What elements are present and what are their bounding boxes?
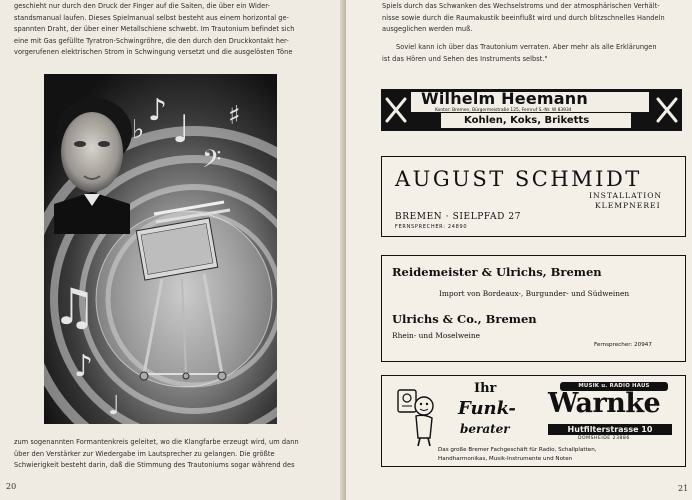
text-line: Spiels durch das Schwanken des Wechselstroms und der atmosphärischen Verhält- (382, 2, 660, 10)
schmidt-service-2: KLEMPNEREI (595, 201, 661, 210)
photo-illustration (44, 74, 277, 424)
sharp-icon: ♯ (228, 101, 241, 131)
trautonium-photo (44, 74, 277, 424)
bass-clef-icon: 𝄢 (202, 145, 222, 180)
text-line: standsmanual laufen. Dieses Spielmanual selbst besteht aus einem horizontal ge- (14, 13, 290, 22)
warnke-funk: Funk- (458, 398, 516, 419)
text-line: vorgerufenen elektrischen Strom in Schwingung versetzt und die ausgelösten Töne (14, 48, 293, 57)
ulrichs-wines: Rhein- und Moselweine (392, 331, 481, 340)
ad-warnke (381, 375, 686, 467)
schmidt-phone: FERNSPRECHER: 24890 (395, 224, 468, 230)
music-note-icon: ♩ (172, 107, 190, 151)
ad-schmidt (381, 156, 686, 237)
text-line: ausgeglichen werden muß. (382, 25, 473, 34)
reidemeister-phone: Fernsprecher: 20947 (594, 342, 652, 348)
ulrichs-name: Ulrichs & Co., Bremen (392, 312, 537, 326)
warnke-street: Hutfilterstrasse 10 (548, 424, 672, 435)
warnke-name: Warnke (548, 388, 661, 419)
schmidt-service-1: INSTALLATION (589, 191, 663, 200)
page-number-left: 20 (6, 482, 17, 491)
reidemeister-name: Reidemeister & Ulrichs, Bremen (392, 265, 602, 279)
warnke-ihr: Ihr (474, 381, 497, 396)
music-note-icon: ♪ (74, 349, 94, 384)
flat-icon: ♭ (132, 115, 145, 145)
schmidt-address: BREMEN · SIELPFAD 27 (395, 212, 522, 222)
text-line: Soviel kann ich über das Trautonium verraten. Aber mehr als alle Erklärungen (396, 43, 657, 51)
warnke-desc-2: Handharmonikas, Musik-Instrumente und Noten (438, 456, 573, 462)
left-top-text (14, 1, 294, 59)
music-note-icon: ♩ (108, 391, 121, 421)
warnke-sub: DOMSHEIDE 23886 (578, 436, 630, 441)
text-line: geschieht nur durch den Druck der Finger auf die Saiten, die über ein Wider- (14, 2, 271, 10)
text-line: spannten Draht, der über einer Metallschiene schwebt. Im Trautonium befindet sich (14, 25, 295, 34)
left-bottom-text (14, 437, 299, 472)
heemann-kontor: Kontor: Bremen, Bürgermeistraße 125, Fernruf S.-Nr. W 83934 (435, 108, 572, 113)
ad-heemann (381, 89, 682, 131)
text-line: über den Verstärker zur Wiedergabe im Lautsprecher zu gelangen. Die größte (14, 449, 275, 458)
text-line: Schwierigkeit besteht darin, daß die Stimmung des Trautoniums sogar während des (14, 461, 295, 470)
right-paragraph-2 (382, 42, 657, 65)
heemann-name: Wilhelm Heemann (421, 89, 588, 108)
portrait (54, 98, 132, 234)
beamed-notes-icon: ♫ (52, 278, 97, 336)
reidemeister-import: Import von Bordeaux-, Burgunder- und Südweinen (439, 289, 630, 298)
radio-mascot-icon (394, 384, 438, 448)
right-top-text (382, 1, 665, 36)
music-note-icon: ♪ (148, 93, 168, 128)
heemann-products: Kohlen, Koks, Briketts (464, 115, 590, 126)
schmidt-name: AUGUST SCHMIDT (395, 167, 642, 191)
warnke-banner: MUSIK u. RADIO HAUS (560, 382, 668, 391)
warnke-desc-1: Das große Bremer Fachgeschäft für Radio, Schallplatten, (438, 447, 597, 453)
warnke-berater: berater (460, 422, 510, 436)
text-line: nisse sowie durch die Raumakustik beeinflußt wird und durch blitzschnelles Handeln (382, 13, 665, 22)
text-line: zum sogenannten Formantenkreis geleitet, wo die Klangfarbe erzeugt wird, um dann (14, 438, 299, 446)
page-number-right: 21 (678, 484, 689, 493)
text-line: ist das Hören und Sehen des Instruments selbst." (382, 54, 548, 63)
text-line: eine mit Gas gefüllte Tyratron-Schwingröhre, die den durch den Druckkontakt her- (14, 36, 289, 45)
ad-reidemeister (381, 255, 686, 362)
